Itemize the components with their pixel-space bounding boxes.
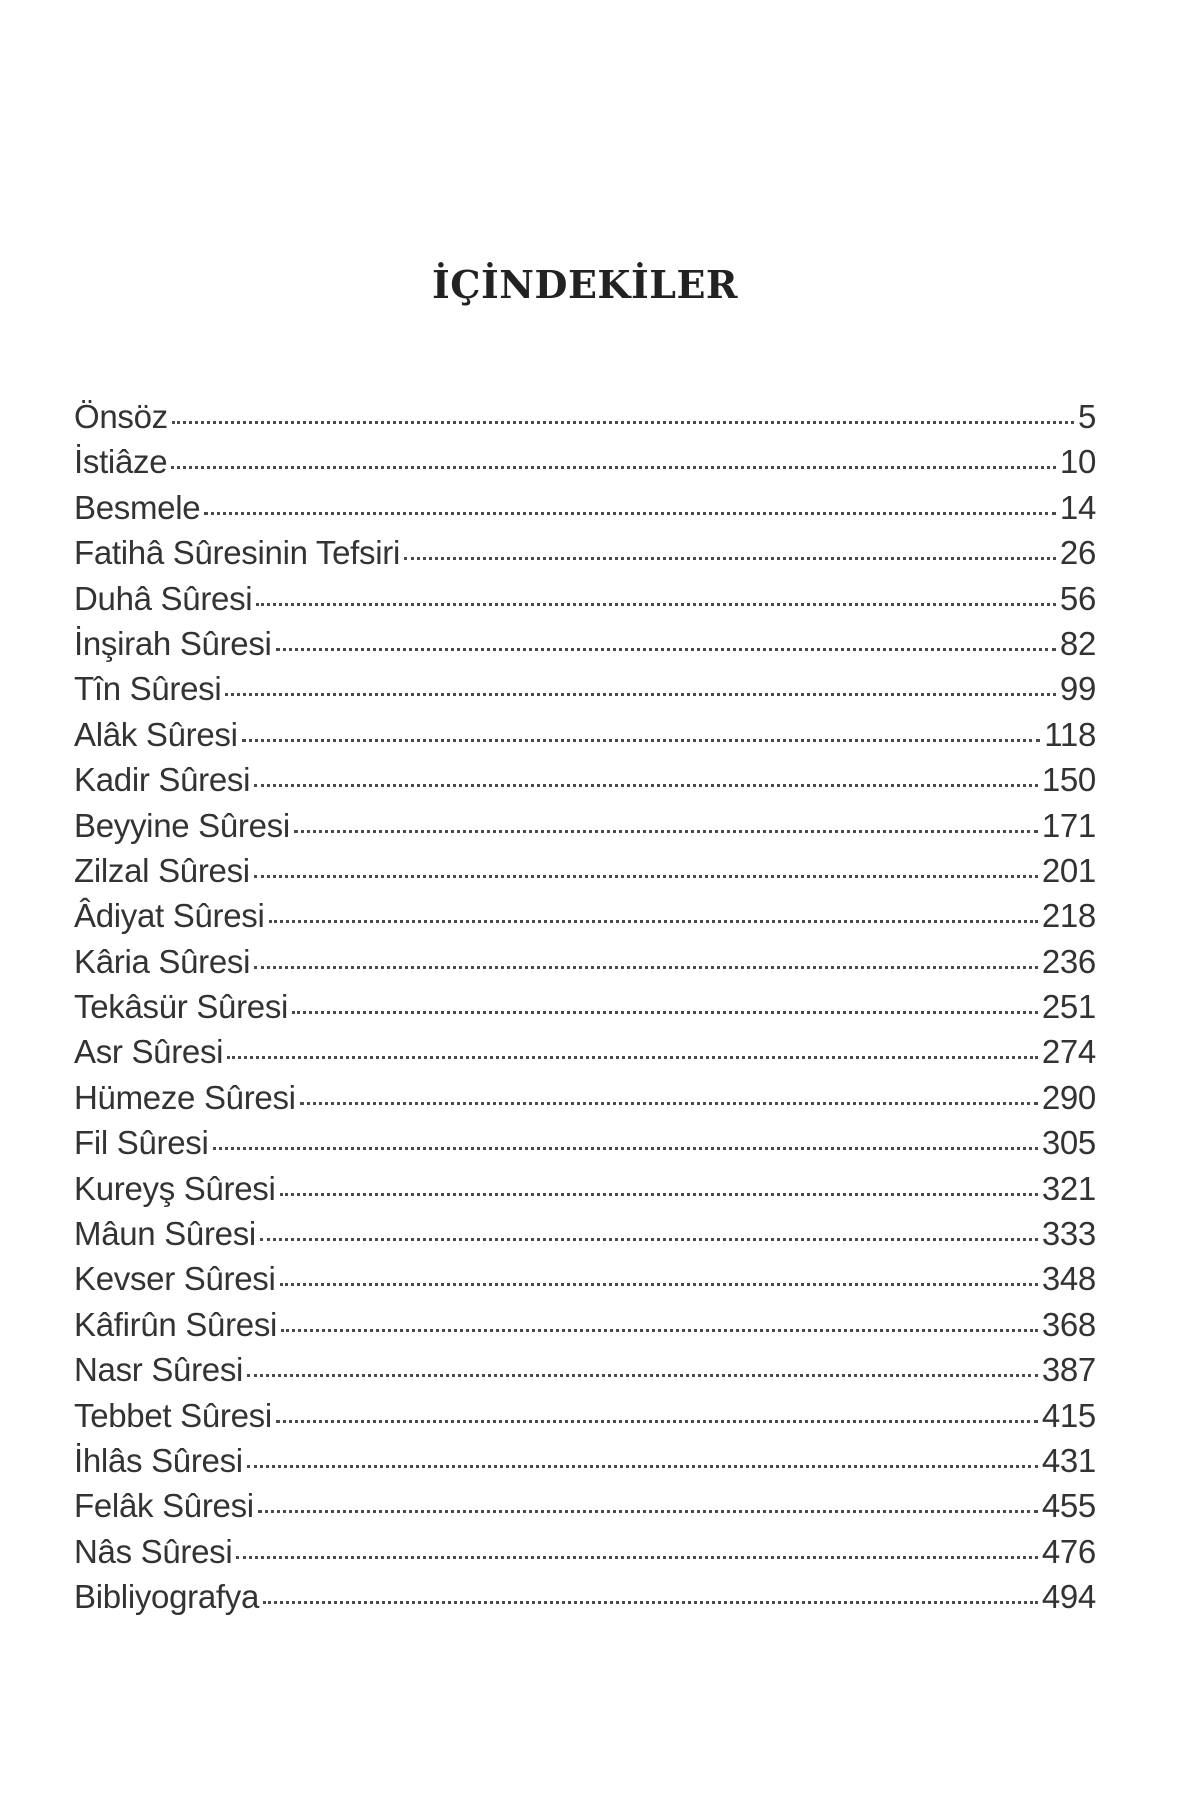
toc-entry-page-number: 5 [1077,398,1096,435]
dot-leader [225,693,1056,696]
table-of-contents [74,398,1096,1624]
toc-entry-page-number: 99 [1059,670,1096,708]
toc-entry-page-number: 348 [1041,1260,1096,1298]
toc-entry-label: Âdiyat Sûresi [74,897,265,935]
dot-leader [294,830,1038,833]
toc-entry-page-number: 14 [1059,488,1096,526]
toc-entry-label: Alâk Sûresi [74,715,238,753]
toc-entry-page-number: 274 [1041,1033,1096,1071]
dot-leader [258,1510,1038,1513]
toc-entry-label: Fatihâ Sûresinin Tefsiri [74,534,401,572]
toc-entry-page-number: 236 [1041,942,1096,980]
dot-leader [254,784,1038,787]
toc-entry-label: Hümeze Sûresi [74,1078,296,1116]
toc-entry-label: Asr Sûresi [74,1033,224,1071]
toc-entry [74,807,1096,852]
toc-entry-label: Mâun Sûresi [74,1215,256,1253]
toc-entry [74,1260,1096,1305]
toc-entry-page-number: 218 [1041,897,1096,935]
toc-entry-label: Tîn Sûresi [74,670,222,708]
dot-leader [276,648,1056,651]
toc-entry-label: Kâria Sûresi [74,942,251,980]
toc-entry [74,1397,1096,1442]
toc-entry-page-number: 82 [1059,624,1096,662]
toc-entry [74,670,1096,715]
toc-entry-page-number: 201 [1041,851,1096,889]
page-title: İÇİNDEKİLER [431,262,738,307]
dot-leader [236,1556,1037,1559]
toc-entry-label: Tekâsür Sûresi [74,988,289,1026]
toc-entry-page-number: 305 [1041,1124,1096,1162]
toc-entry [74,1215,1096,1260]
dot-leader [263,1601,1038,1604]
dot-leader [300,1102,1038,1105]
toc-entry-page-number: 56 [1059,579,1096,617]
toc-entry-label: Fil Sûresi [74,1124,209,1162]
toc-entry [74,1578,1096,1623]
toc-entry-page-number: 368 [1041,1305,1096,1343]
toc-entry-label: İhlâs Sûresi [74,1441,243,1479]
toc-entry-page-number: 118 [1044,715,1096,753]
dot-leader [247,1374,1038,1377]
toc-entry-page-number: 171 [1041,806,1096,844]
dot-leader [260,1238,1038,1241]
toc-entry-page-number: 455 [1041,1487,1096,1525]
dot-leader [280,1193,1038,1196]
dot-leader [227,1056,1038,1059]
toc-entry [74,625,1096,670]
toc-entry-label: Zilzal Sûresi [74,851,250,889]
toc-entry-page-number: 10 [1059,443,1096,481]
dot-leader [276,1420,1038,1423]
toc-entry [74,1124,1096,1169]
toc-entry [74,988,1096,1033]
dot-leader [204,512,1056,515]
toc-entry-page-number: 26 [1059,534,1096,572]
toc-entry-label: Beyyine Sûresi [74,806,290,844]
toc-entry-label: İnşirah Sûresi [74,624,272,662]
dot-leader [256,603,1056,606]
toc-entry [74,1306,1096,1351]
toc-entry-label: Nasr Sûresi [74,1351,244,1389]
dot-leader [254,966,1038,969]
dot-leader [254,875,1038,878]
toc-entry [74,1533,1096,1578]
toc-entry-label: Felâk Sûresi [74,1487,254,1525]
toc-entry [74,443,1096,488]
toc-entry [74,489,1096,534]
dot-leader [269,920,1038,923]
dot-leader [281,1329,1038,1332]
toc-entry [74,897,1096,942]
toc-entry-label: İstiâze [74,443,168,481]
toc-entry-page-number: 431 [1041,1441,1096,1479]
toc-entry [74,1351,1096,1396]
toc-entry [74,852,1096,897]
dot-leader [292,1011,1038,1014]
toc-entry-page-number: 290 [1041,1078,1096,1116]
toc-entry-page-number: 476 [1041,1532,1096,1570]
toc-entry [74,398,1096,443]
dot-leader [242,739,1041,742]
toc-entry [74,1079,1096,1124]
toc-entry-label: Nâs Sûresi [74,1532,233,1570]
toc-entry-label: Tebbet Sûresi [74,1396,272,1434]
dot-leader [280,1283,1038,1286]
toc-entry-page-number: 321 [1041,1169,1096,1207]
toc-entry-label: Kureyş Sûresi [74,1169,276,1207]
toc-entry-label: Önsöz [74,398,168,435]
toc-entry-label: Duhâ Sûresi [74,579,253,617]
dot-leader [172,421,1074,424]
toc-entry-label: Bibliyografya [74,1578,260,1616]
dot-leader [247,1465,1038,1468]
toc-entry-page-number: 251 [1041,988,1096,1026]
toc-entry [74,1442,1096,1487]
toc-entry-label: Besmele [74,488,201,526]
toc-entry [74,534,1096,579]
toc-entry-label: Kâfirûn Sûresi [74,1305,278,1343]
toc-entry [74,761,1096,806]
toc-entry-page-number: 415 [1041,1396,1096,1434]
toc-entry-label: Kadir Sûresi [74,761,251,799]
toc-entry-page-number: 333 [1041,1215,1096,1253]
toc-entry [74,1033,1096,1078]
toc-entry [74,943,1096,988]
dot-leader [404,557,1056,560]
toc-entry-page-number: 387 [1041,1351,1096,1389]
toc-entry [74,1487,1096,1532]
dot-leader [213,1147,1038,1150]
toc-entry [74,1170,1096,1215]
toc-entry [74,580,1096,625]
dot-leader [171,466,1056,469]
toc-entry-page-number: 150 [1041,761,1096,799]
toc-entry-label: Kevser Sûresi [74,1260,276,1298]
toc-entry-page-number: 494 [1041,1578,1096,1616]
toc-entry [74,716,1096,761]
